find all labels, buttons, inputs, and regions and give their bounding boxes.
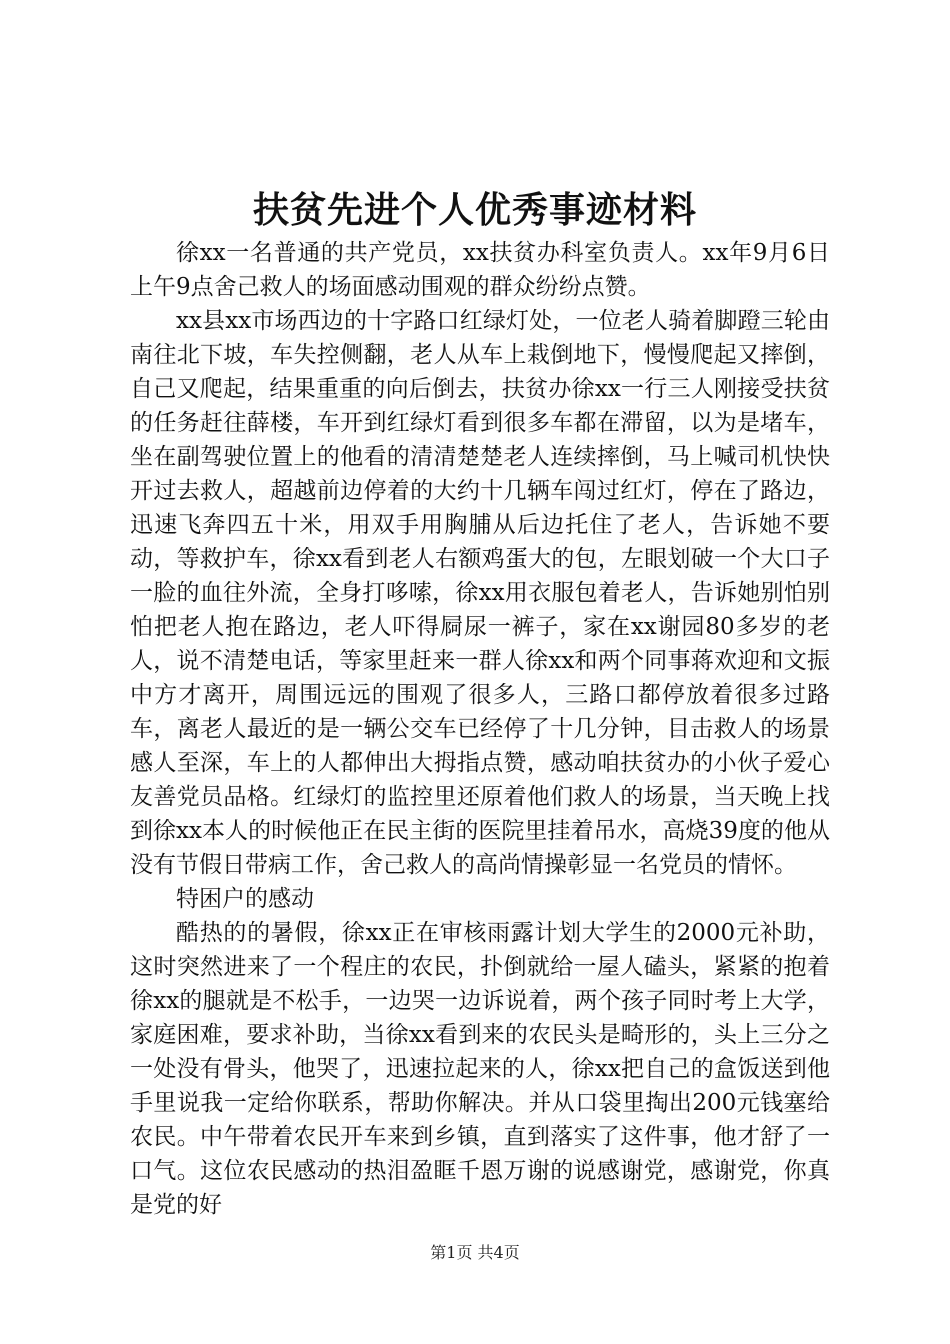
paragraph-poor-household: 酷热的的暑假，徐xx正在审核雨露计划大学生的2000元补助，这时突然进来了一个程庄的农民，扑倒就给一屋人磕头，紧紧的抱着徐xx的腿就是不松手，一边哭一边诉说着，两个孩子同时考上大学，家庭困难，要求补助，当徐xx看到来的农民头是畸形的，头上三分之一处没有骨头，他哭了，迅速拉起来的人，徐xx把自己的盒饭送到他手里说我一定给你联系，帮助你解决。并从口袋里掏出200元钱塞给农民。中午带着农民开车来到乡镇，直到落实了这件事，他才舒了一口气。这位农民感动的热泪盈眶千恩万谢的说感谢党，感谢党，你真是党的好 bbox=[130, 920, 830, 1218]
paragraph-intro: 徐xx一名普通的共产党员，xx扶贫办科室负责人。xx年9月6日上午9点舍己救人的场面感动围观的群众纷纷点赞。 bbox=[130, 240, 830, 300]
document-title: 扶贫先进个人优秀事迹材料 bbox=[252, 189, 697, 231]
page-footer: 第1页 共4页 bbox=[430, 1243, 520, 1262]
section-heading: 特困户的感动 bbox=[176, 886, 314, 912]
document-body bbox=[130, 236, 830, 1222]
paragraph-rescue-story: xx县xx市场西边的十字路口红绿灯处，一位老人骑着脚蹬三轮由南往北下坡，车失控侧翻，老人从车上栽倒地下，慢慢爬起又摔倒，自己又爬起，结果重重的向后倒去，扶贫办徐xx一行三人刚接受扶贫的任务赶往薛楼，车开到红绿灯看到很多车都在滞留，以为是堵车，坐在副驾驶位置上的他看的清清楚楚老人连续摔倒，马上喊司机快快开过去救人，超越前边停着的大约十几辆车闯过红灯，停在了路边，迅速飞奔四五十米，用双手用胸脯从后边托住了老人，告诉她不要动，等救护车，徐xx看到老人右额鸡蛋大的包，左眼划破一个大口子一脸的血往外流，全身打哆嗦，徐xx用衣服包着老人，告诉她别怕别怕把老人抱在路边，老人吓得屙尿一裤子，家在xx谢园80多岁的老人，说不清楚电话，等家里赶来一群人徐xx和两个同事蒋欢迎和文振中方才离开，周围远远的围观了很多人，三路口都停放着很多过路车，离老人最近的是一辆公交车已经停了十几分钟，目击救人的场景感人至深，车上的人都伸出大拇指点赞，感动咱扶贫办的小伙子爱心友善党员品格。红绿灯的监控里还原着他们救人的场景，当天晚上找到徐xx本人的时候他正在民主街的医院里挂着吊水，高烧39度的他从没有节假日带病工作，舍己救人的高尚情操彰显一名党员的情怀。 bbox=[130, 308, 830, 878]
